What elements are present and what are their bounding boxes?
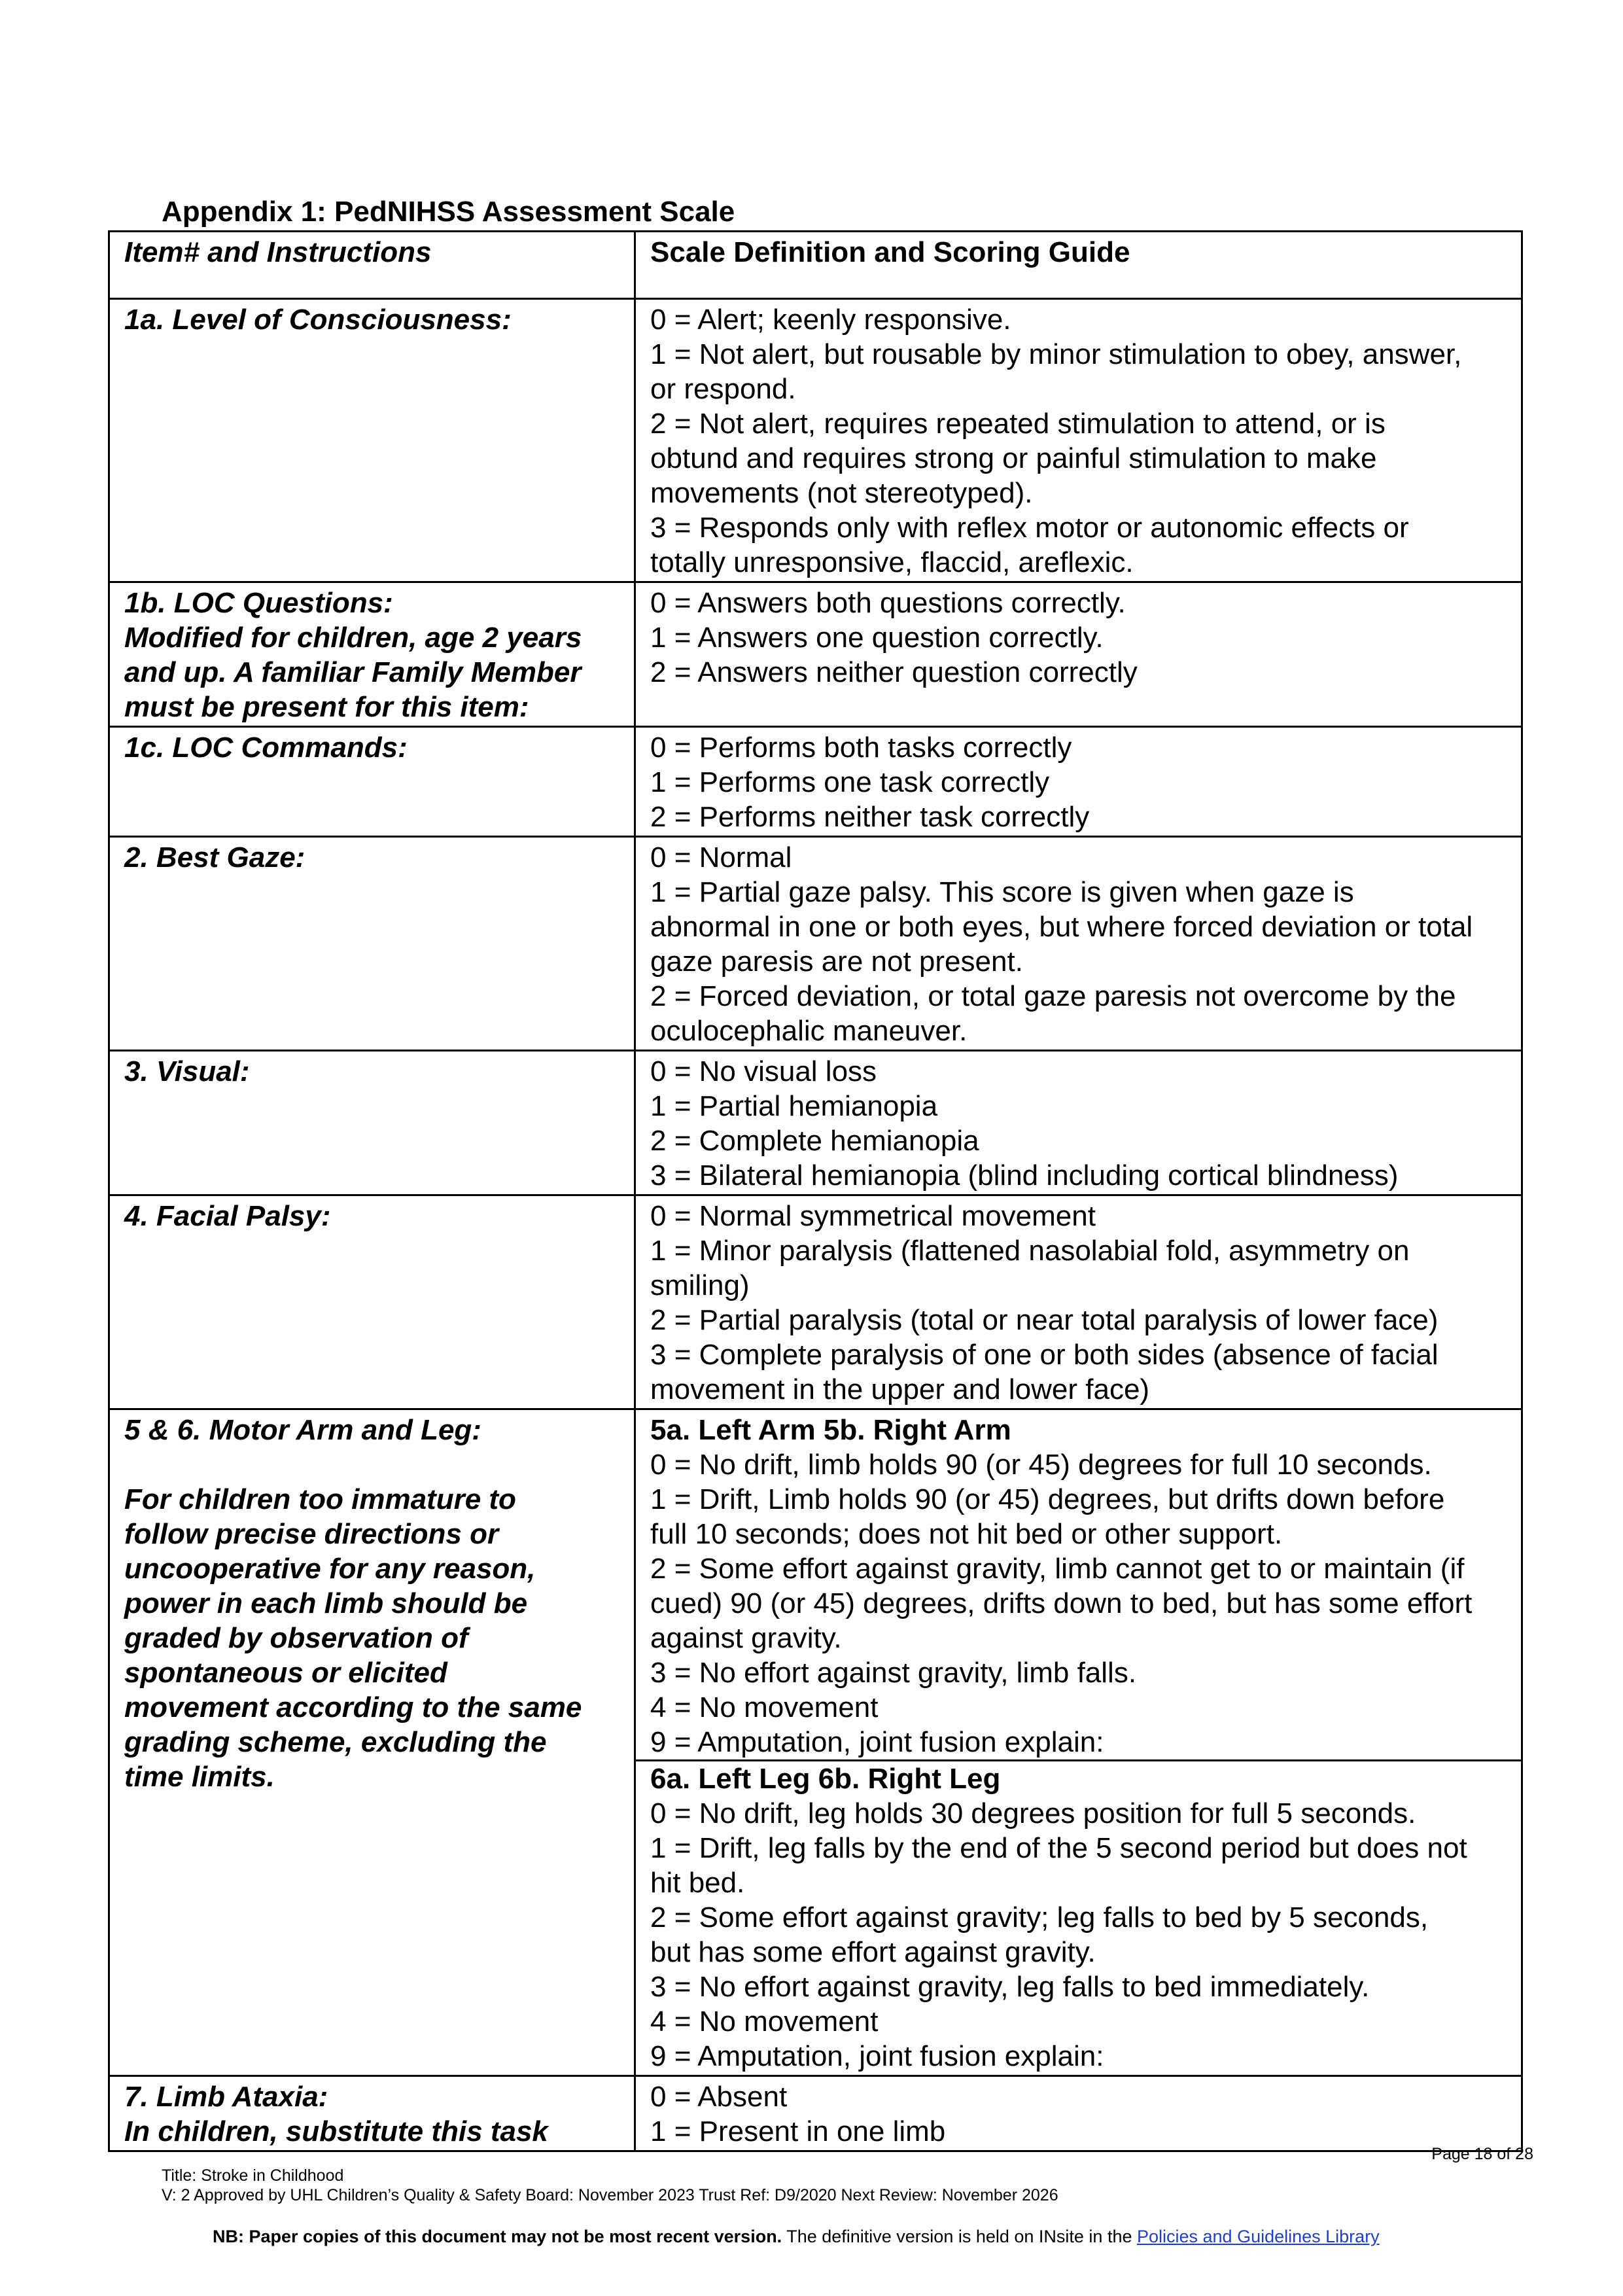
leg-score-text: 3 = No effort against gravity, leg falls to bed immediately. [650, 1971, 1370, 2003]
score-text: 3 = Responds only with reflex motor or autonomic effects or [650, 512, 1409, 544]
table-header-row [109, 232, 1522, 299]
item-cell [109, 299, 635, 582]
item-cell [109, 1409, 635, 2076]
score-cell [635, 837, 1522, 1051]
item-text: 1a. Level of Consciousness: [124, 304, 512, 336]
table-row [109, 1195, 1522, 1409]
motor-item-text: power in each limb should be [124, 1587, 528, 1619]
score-text: abnormal in one or both eyes, but where forced deviation or total [650, 911, 1473, 943]
footer-notice-bold: NB: Paper copies of this document may not be most recent version. [213, 2227, 782, 2246]
pednihss-table [108, 230, 1523, 2152]
table-row [109, 837, 1522, 1051]
score-text: 2 = Performs neither task correctly [650, 801, 1090, 833]
leg-score-text: hit bed. [650, 1867, 745, 1899]
score-text: 0 = Answers both questions correctly. [650, 587, 1126, 619]
score-text: 0 = Alert; keenly responsive. [650, 304, 1011, 336]
score-cell [635, 1051, 1522, 1195]
item-cell [109, 1051, 635, 1195]
arm-score-text: 2 = Some effort against gravity, limb cannot get to or maintain (if [650, 1553, 1465, 1585]
score-text: 3 = Complete paralysis of one or both sides (absence of facial [650, 1339, 1439, 1371]
score-text: movement in the upper and lower face) [650, 1373, 1150, 1405]
score-cell [635, 727, 1522, 837]
arm-score-text: against gravity. [650, 1622, 842, 1654]
score-text: movements (not stereotyped). [650, 477, 1033, 509]
arm-score-text: 3 = No effort against gravity, limb falls. [650, 1657, 1137, 1689]
score-text: smiling) [650, 1269, 750, 1301]
score-cell [635, 1409, 1522, 2076]
score-cell [635, 299, 1522, 582]
table-row-motor [109, 1409, 1522, 2076]
score-text: 0 = Normal [650, 841, 792, 874]
leg-score-text: 9 = Amputation, joint fusion explain: [650, 2040, 1104, 2072]
page-heading: Appendix 1: PedNIHSS Assessment Scale [162, 196, 735, 228]
column-header-item: Item# and Instructions [109, 232, 635, 299]
motor-item-text: graded by observation of [124, 1622, 468, 1654]
arm-score-text: 0 = No drift, limb holds 90 (or 45) degrees for full 10 seconds. [650, 1449, 1432, 1481]
motor-item-text: grading scheme, excluding the [124, 1726, 547, 1758]
footer-info [162, 2166, 1058, 2205]
item-text: and up. A familiar Family Member [124, 656, 582, 688]
score-cell [635, 1195, 1522, 1409]
leg-score-text: 0 = No drift, leg holds 30 degrees position for full 5 seconds. [650, 1797, 1416, 1829]
motor-item-title: 5 & 6. Motor Arm and Leg: [124, 1414, 481, 1446]
item-text: 2. Best Gaze: [124, 841, 305, 874]
motor-item-text: For children too immature to [124, 1483, 516, 1515]
motor-item-text: movement according to the same [124, 1691, 582, 1723]
score-text: 1 = Answers one question correctly. [650, 622, 1104, 654]
ataxia-score-text: 0 = Absent [650, 2081, 788, 2113]
score-text: 2 = Complete hemianopia [650, 1125, 979, 1157]
item-text: must be present for this item: [124, 691, 529, 723]
ataxia-score-text: 1 = Present in one limb [650, 2115, 946, 2147]
ataxia-item-text: In children, substitute this task [124, 2115, 548, 2147]
leg-subheading: 6a. Left Leg 6b. Right Leg [650, 1763, 1001, 1795]
item-text: 4. Facial Palsy: [124, 1200, 331, 1232]
score-text: totally unresponsive, flaccid, areflexic. [650, 546, 1134, 578]
ataxia-item-text: 7. Limb Ataxia: [124, 2081, 328, 2113]
score-text: or respond. [650, 373, 796, 405]
score-text: obtund and requires strong or painful stimulation to make [650, 442, 1377, 474]
item-text: Modified for children, age 2 years [124, 622, 582, 654]
spacer [124, 1447, 623, 1482]
motor-item-text: spontaneous or elicited [124, 1657, 447, 1689]
leg-score-text: 4 = No movement [650, 2005, 879, 2038]
footer-notice [213, 2227, 1380, 2247]
footer-version: V: 2 Approved by UHL Children’s Quality & Safety Board: November 2023 Trust Ref: D9/2020 Next Review: November 2026 [162, 2186, 1058, 2204]
table-row [109, 299, 1522, 582]
score-cell [635, 582, 1522, 727]
score-text: 2 = Answers neither question correctly [650, 656, 1138, 688]
page-number: Page 18 of 28 [1431, 2145, 1533, 2163]
leg-section [636, 1759, 1521, 2074]
table-row [109, 582, 1522, 727]
score-text: 1 = Partial gaze palsy. This score is given when gaze is [650, 876, 1354, 908]
score-text: 1 = Minor paralysis (flattened nasolabial fold, asymmetry on [650, 1235, 1410, 1267]
arm-subheading: 5a. Left Arm 5b. Right Arm [650, 1414, 1011, 1446]
item-cell [109, 582, 635, 727]
score-text: oculocephalic maneuver. [650, 1015, 968, 1047]
item-cell [109, 837, 635, 1051]
item-text: 3. Visual: [124, 1055, 250, 1087]
item-cell [109, 1195, 635, 1409]
table-row [109, 727, 1522, 837]
motor-item-text: follow precise directions or [124, 1518, 499, 1550]
score-cell [635, 2076, 1522, 2151]
score-text: 1 = Performs one task correctly [650, 766, 1050, 798]
arm-score-text: 4 = No movement [650, 1691, 879, 1723]
arm-score-text: full 10 seconds; does not hit bed or other support. [650, 1518, 1283, 1550]
item-text: 1c. LOC Commands: [124, 732, 408, 764]
score-text: 2 = Forced deviation, or total gaze paresis not overcome by the [650, 980, 1456, 1012]
leg-score-text: 2 = Some effort against gravity; leg falls to bed by 5 seconds, [650, 1901, 1429, 1934]
item-text: 1b. LOC Questions: [124, 587, 393, 619]
score-text: 3 = Bilateral hemianopia (blind including cortical blindness) [650, 1159, 1399, 1192]
score-text: 0 = No visual loss [650, 1055, 877, 1087]
footer-title: Title: Stroke in Childhood [162, 2166, 344, 2185]
arm-score-text: 9 = Amputation, joint fusion explain: [650, 1726, 1104, 1758]
arm-score-text: 1 = Drift, Limb holds 90 (or 45) degrees, but drifts down before [650, 1483, 1445, 1515]
motor-item-text: uncooperative for any reason, [124, 1553, 536, 1585]
score-text: 0 = Normal symmetrical movement [650, 1200, 1096, 1232]
score-text: 1 = Not alert, but rousable by minor stimulation to obey, answer, [650, 338, 1462, 370]
item-cell [109, 727, 635, 837]
score-text: 1 = Partial hemianopia [650, 1090, 938, 1122]
score-text: gaze paresis are not present. [650, 945, 1023, 978]
footer-notice-text: The definitive version is held on INsite in the [782, 2227, 1137, 2246]
policies-library-link[interactable]: Policies and Guidelines Library [1136, 2227, 1380, 2246]
score-text: 2 = Not alert, requires repeated stimulation to attend, or is [650, 408, 1386, 440]
arm-score-text: cued) 90 (or 45) degrees, drifts down to bed, but has some effort [650, 1587, 1473, 1619]
table-row [109, 1051, 1522, 1195]
column-header-score: Scale Definition and Scoring Guide [635, 232, 1522, 299]
table-row-ataxia [109, 2076, 1522, 2151]
motor-item-text: time limits. [124, 1761, 275, 1793]
leg-score-text: 1 = Drift, leg falls by the end of the 5 second period but does not [650, 1832, 1467, 1864]
score-text: 2 = Partial paralysis (total or near total paralysis of lower face) [650, 1304, 1439, 1336]
leg-score-text: but has some effort against gravity. [650, 1936, 1096, 1968]
score-text: 0 = Performs both tasks correctly [650, 732, 1072, 764]
item-cell [109, 2076, 635, 2151]
